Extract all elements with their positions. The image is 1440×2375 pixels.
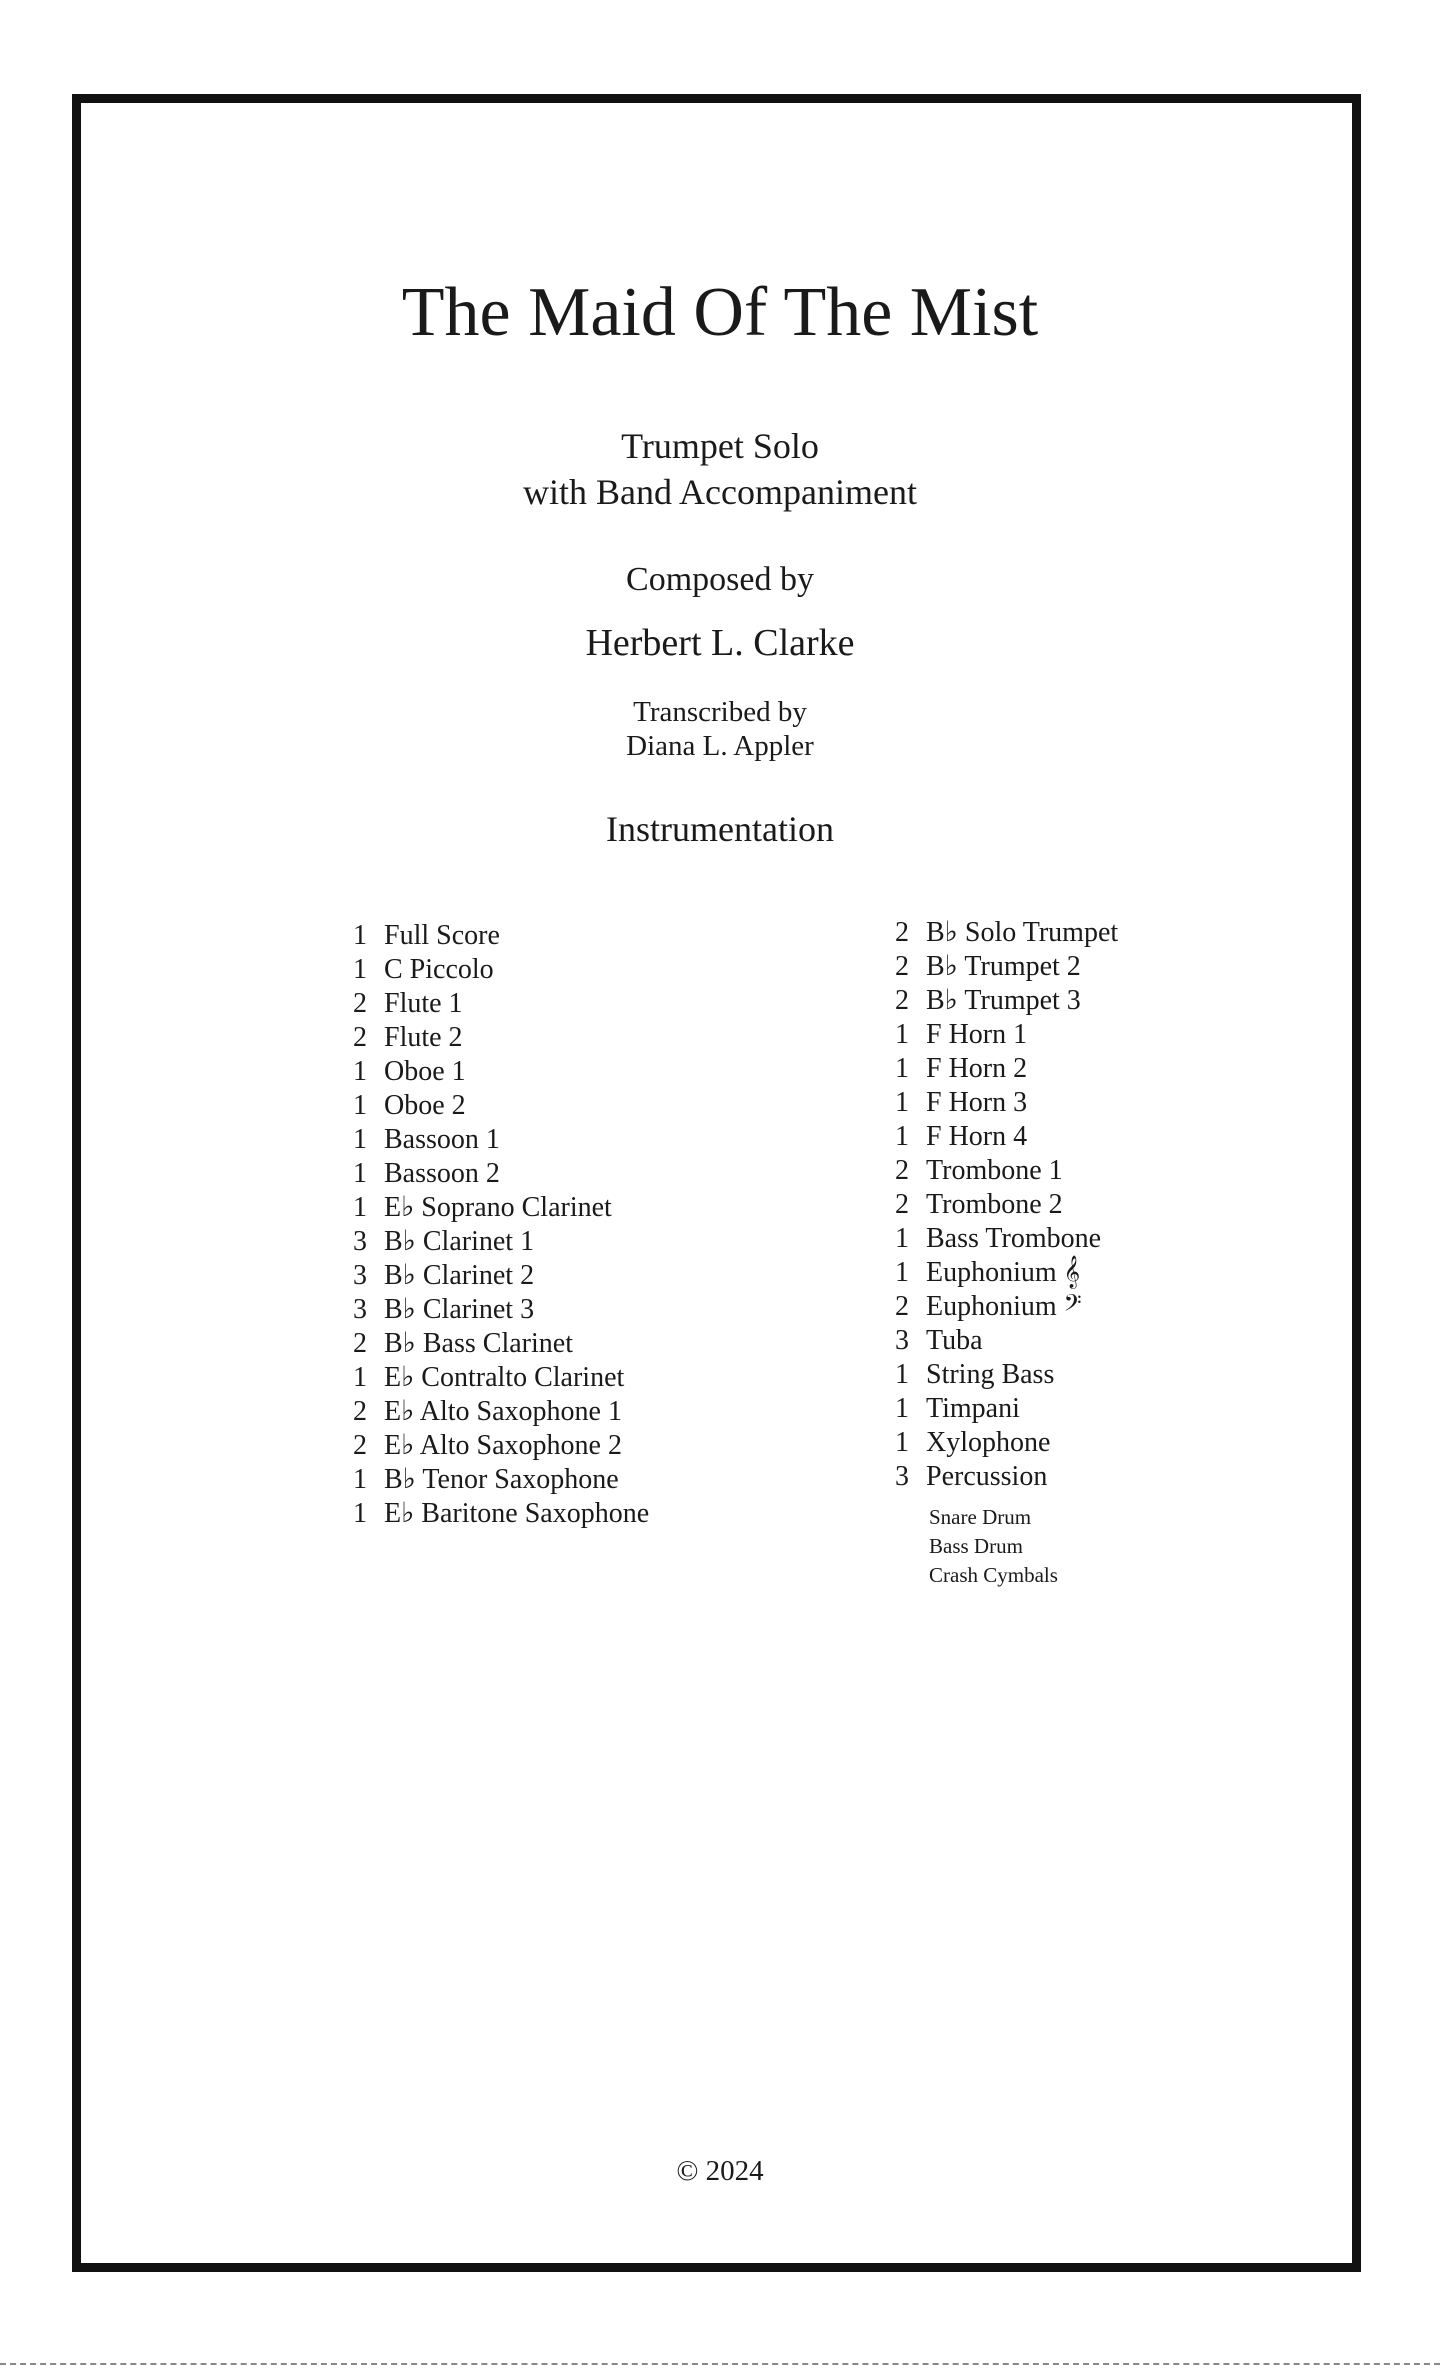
instrument-name: B♭ Tenor Saxophone [384,1464,619,1495]
list-item [353,987,649,1021]
list-item [353,919,649,953]
instrument-quantity: 2 [353,1396,367,1427]
instrument-quantity: 3 [353,1260,367,1291]
instrument-name: B♭ Clarinet 1 [384,1226,535,1257]
instrument-quantity: 2 [353,988,367,1019]
list-item [353,1497,649,1531]
instrument-quantity: 1 [895,1121,909,1152]
instrument-name: Bassoon 1 [384,1124,500,1155]
instrument-quantity: 2 [895,1155,909,1186]
instrument-quantity: 1 [353,1498,367,1529]
instrument-name: Timpani [926,1393,1020,1424]
scan-edge-divider [0,2363,1440,2365]
list-item [353,1191,649,1225]
instrument-name: String Bass [926,1359,1055,1390]
instrument-name: F Horn 4 [926,1121,1028,1152]
instrument-name: F Horn 2 [926,1053,1028,1084]
instrument-name: B♭ Solo Trumpet [926,917,1119,948]
instrument-name: F Horn 1 [926,1019,1028,1050]
instrument-quantity: 2 [895,985,909,1016]
instrument-name: B♭ Trumpet 3 [926,985,1081,1016]
page-border [72,94,1361,2272]
instrument-quantity: 1 [895,1223,909,1254]
list-item [353,1361,649,1395]
composer-name: Herbert L. Clarke [585,622,855,664]
instrument-quantity: 2 [353,1328,367,1359]
subtitle-line-1: Trumpet Solo [621,426,819,466]
list-item [895,1120,1118,1154]
instrument-quantity: 1 [895,1257,909,1288]
instrument-quantity: 2 [353,1430,367,1461]
instrument-name: Xylophone [926,1427,1051,1458]
instrument-name: Trombone 1 [926,1155,1063,1186]
instrument-name: Trombone 2 [926,1189,1063,1220]
instrument-quantity: 1 [895,1087,909,1118]
instrument-name: Euphonium 𝄢 [926,1291,1082,1322]
list-item [895,1154,1118,1188]
percussion-part: Bass Drum [929,1534,1023,1558]
list-item [353,953,649,987]
list-item [895,1188,1118,1222]
instrument-name: B♭ Clarinet 3 [384,1294,535,1325]
percussion-parts-list [929,1503,1058,1590]
list-item [353,1157,649,1191]
list-item [895,950,1118,984]
list-item [895,916,1118,950]
instrument-quantity: 1 [353,1192,367,1223]
instrument-name: B♭ Trumpet 2 [926,951,1081,982]
instrument-name: Full Score [384,920,500,951]
list-item [353,1225,649,1259]
list-item [895,1052,1118,1086]
list-item [353,1327,649,1361]
instrument-quantity: 2 [353,1022,367,1053]
list-item [895,1256,1118,1290]
instrument-quantity: 1 [353,920,367,951]
instrument-quantity: 2 [895,951,909,982]
list-item [353,1429,649,1463]
instrument-quantity: 1 [353,1090,367,1121]
instrumentation-heading: Instrumentation [606,809,834,849]
list-item [353,1293,649,1327]
instrument-name: Bass Trombone [926,1223,1102,1254]
list-item [895,1358,1118,1392]
instrument-quantity: 1 [353,1464,367,1495]
instrument-quantity: 1 [353,1056,367,1087]
list-item [353,1021,649,1055]
list-item [895,1460,1118,1494]
instrument-name: Bassoon 2 [384,1158,500,1189]
instrument-name: B♭ Clarinet 2 [384,1260,535,1291]
instrument-name: Oboe 2 [384,1090,466,1121]
instrument-quantity: 3 [895,1461,909,1492]
transcribed-by-label: Transcribed by [633,696,807,728]
instrument-list-left [353,919,649,1531]
instrument-quantity: 1 [895,1427,909,1458]
instrument-name: F Horn 3 [926,1087,1028,1118]
instrument-quantity: 3 [895,1325,909,1356]
instrument-quantity: 1 [353,1158,367,1189]
list-item [895,1392,1118,1426]
instrument-name: Percussion [926,1461,1048,1492]
instrument-quantity: 3 [353,1294,367,1325]
instrument-name: E♭ Contralto Clarinet [384,1362,625,1393]
transcriber-name: Diana L. Appler [626,730,814,762]
instrument-quantity: 1 [353,954,367,985]
instrument-name: E♭ Alto Saxophone 1 [384,1396,622,1427]
list-item [895,1222,1118,1256]
list-item [895,1426,1118,1460]
instrument-name: Flute 1 [384,988,463,1019]
instrument-name: E♭ Alto Saxophone 2 [384,1430,622,1461]
list-item [353,1055,649,1089]
composed-by-label: Composed by [626,561,814,598]
instrument-quantity: 1 [353,1124,367,1155]
instrument-quantity: 2 [895,1291,909,1322]
instrument-quantity: 1 [895,1053,909,1084]
instrument-name: E♭ Baritone Saxophone [384,1498,650,1529]
instrument-list-right [895,916,1118,1494]
list-item [895,1086,1118,1120]
list-item [353,1463,649,1497]
copyright-notice: © 2024 [676,2155,764,2187]
instrument-quantity: 2 [895,1189,909,1220]
instrument-name: B♭ Bass Clarinet [384,1328,573,1359]
list-item [895,1290,1118,1324]
instrument-quantity: 3 [353,1226,367,1257]
instrument-name: C Piccolo [384,954,494,985]
instrument-quantity: 1 [353,1362,367,1393]
instrument-name: E♭ Soprano Clarinet [384,1192,612,1223]
percussion-part: Snare Drum [929,1505,1032,1529]
percussion-part: Crash Cymbals [929,1563,1058,1587]
page-title: The Maid Of The Mist [401,274,1039,351]
list-item [353,1259,649,1293]
instrument-name: Flute 2 [384,1022,463,1053]
instrument-name: Euphonium 𝄞 [926,1257,1081,1288]
instrument-quantity: 1 [895,1019,909,1050]
list-item [353,1123,649,1157]
instrument-name: Oboe 1 [384,1056,466,1087]
instrument-quantity: 1 [895,1393,909,1424]
instrument-quantity: 2 [895,917,909,948]
list-item [353,1089,649,1123]
list-item [895,1018,1118,1052]
instrument-quantity: 1 [895,1359,909,1390]
list-item [353,1395,649,1429]
subtitle-line-2: with Band Accompaniment [523,472,917,512]
instrument-name: Tuba [926,1325,983,1356]
list-item [895,984,1118,1018]
list-item [895,1324,1118,1358]
